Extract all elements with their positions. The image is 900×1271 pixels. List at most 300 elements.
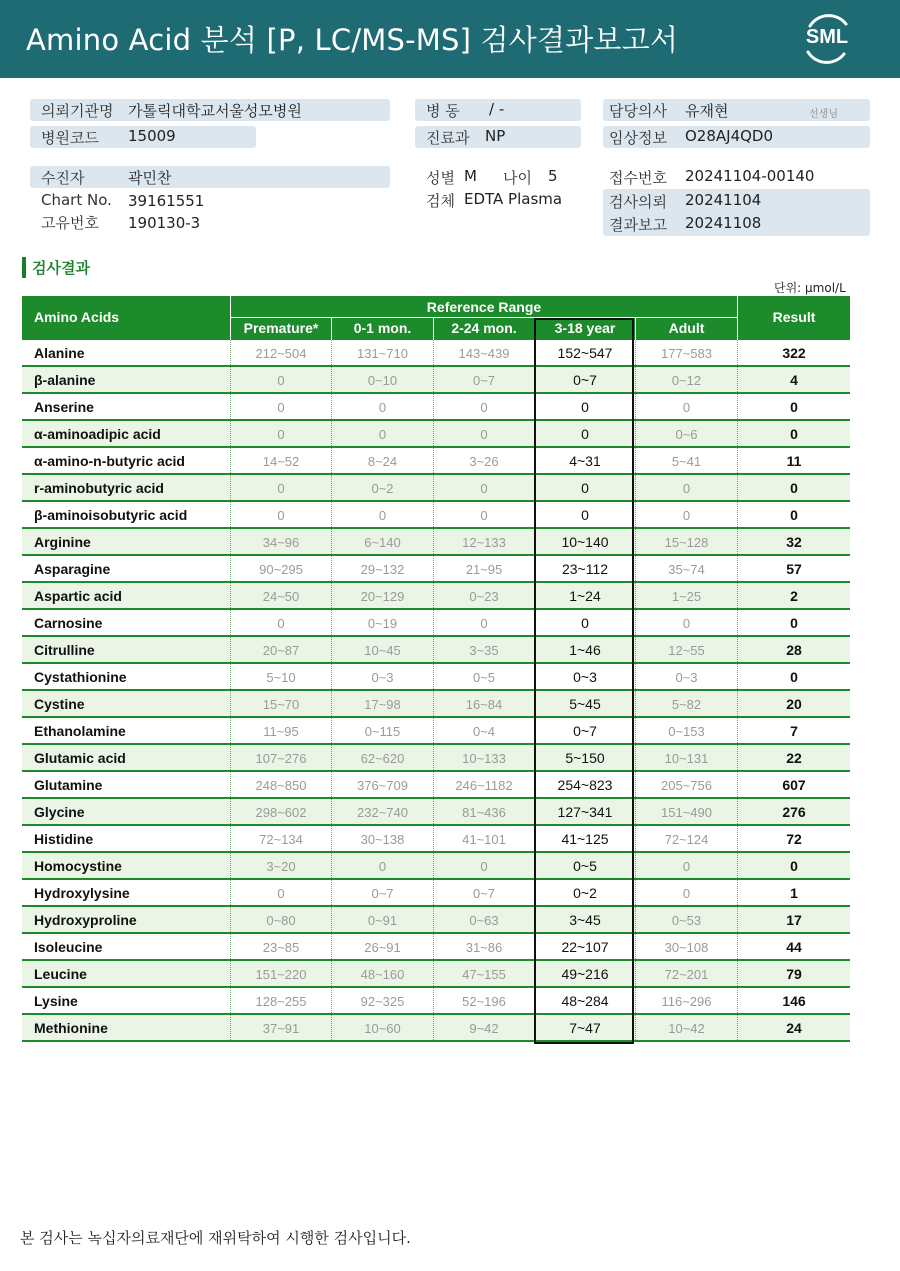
- amino-acid-name: Carnosine: [34, 615, 103, 631]
- result-value: 79: [786, 966, 802, 982]
- column-divider: [331, 448, 332, 473]
- doctor-label: 담당의사: [609, 102, 667, 120]
- premature-range: 20~87: [262, 643, 300, 658]
- column-divider: [737, 826, 738, 851]
- header-divider: [635, 317, 636, 340]
- result-value: 607: [782, 777, 806, 793]
- column-divider: [433, 880, 434, 905]
- result-value: 28: [786, 642, 802, 658]
- 0-1-mon-range: 0: [378, 508, 387, 523]
- column-divider: [331, 799, 332, 824]
- column-divider: [635, 664, 636, 689]
- header-reference-range: Reference Range: [426, 299, 542, 315]
- column-divider: [433, 610, 434, 635]
- column-divider: [635, 637, 636, 662]
- column-divider: [635, 1015, 636, 1040]
- 2-24-mon-range: 21~95: [465, 562, 503, 577]
- column-divider: [737, 934, 738, 959]
- result-value: 1: [790, 885, 798, 901]
- column-divider: [737, 340, 738, 365]
- header-divider: [737, 296, 738, 340]
- 3-18-year-range: 7~47: [569, 1020, 601, 1036]
- column-divider: [230, 988, 231, 1013]
- adult-range: 0~12: [671, 373, 702, 388]
- result-value: 0: [790, 426, 798, 442]
- premature-range: 0: [277, 508, 285, 523]
- premature-range: 15~70: [262, 697, 300, 712]
- column-divider: [433, 340, 434, 365]
- adult-range: 0~6: [675, 427, 698, 442]
- section-marker: [22, 257, 26, 278]
- 0-1-mon-range: 0~19: [367, 616, 398, 631]
- report-date-label: 결과보고: [609, 216, 667, 234]
- column-divider: [331, 475, 332, 500]
- column-divider: [433, 475, 434, 500]
- premature-range: 14~52: [262, 454, 300, 469]
- amino-acid-name: α-amino-n-butyric acid: [34, 453, 185, 469]
- column-divider: [737, 394, 738, 419]
- 2-24-mon-range: 9~42: [469, 1021, 499, 1036]
- 3-18-year-range: 0: [581, 507, 589, 523]
- 0-1-mon-range: 26~91: [364, 940, 401, 955]
- column-divider: [635, 853, 636, 878]
- column-divider: [230, 772, 231, 797]
- amino-acid-name: β-aminoisobutyric acid: [34, 507, 188, 523]
- table-row: [22, 421, 850, 448]
- 0-1-mon-range: 0~7: [371, 886, 394, 901]
- result-value: 72: [786, 831, 802, 847]
- premature-range: 107~276: [255, 751, 307, 766]
- adult-range: 0~53: [671, 913, 702, 928]
- receipt-no-value: 20241104-00140: [685, 167, 815, 185]
- 2-24-mon-range: 81~436: [462, 805, 506, 820]
- results-table-body: [22, 340, 850, 1042]
- premature-range: 128~255: [255, 994, 307, 1009]
- amino-acid-name: Glycine: [34, 804, 85, 820]
- header-divider: [433, 317, 434, 340]
- 2-24-mon-range: 10~133: [462, 751, 506, 766]
- column-divider: [433, 556, 434, 581]
- adult-range: 35~74: [668, 562, 705, 577]
- patient-label: 수진자: [41, 169, 85, 187]
- column-divider: [331, 745, 332, 770]
- column-divider: [737, 421, 738, 446]
- column-divider: [433, 394, 434, 419]
- column-divider: [230, 610, 231, 635]
- table-row: [22, 691, 850, 718]
- table-row: [22, 745, 850, 772]
- column-divider: [635, 556, 636, 581]
- column-divider: [331, 502, 332, 527]
- column-divider: [230, 664, 231, 689]
- column-divider: [331, 1015, 332, 1040]
- premature-range: 151~220: [255, 967, 307, 982]
- amino-acid-name: α-aminoadipic acid: [34, 426, 161, 442]
- 2-24-mon-range: 31~86: [465, 940, 503, 955]
- receipt-no-label: 접수번호: [609, 169, 667, 187]
- 0-1-mon-range: 6~140: [364, 535, 401, 550]
- adult-range: 0: [682, 481, 691, 496]
- 2-24-mon-range: 0~4: [472, 724, 496, 739]
- hospital-code-value: 15009: [128, 127, 176, 145]
- column-divider: [433, 772, 434, 797]
- chart-no-label: Chart No.: [41, 191, 112, 209]
- adult-range: 15~128: [664, 535, 709, 550]
- request-date-label: 검사의뢰: [609, 193, 667, 211]
- section-title: 검사결과: [32, 259, 90, 277]
- 3-18-year-range: 0: [581, 615, 589, 631]
- 0-1-mon-range: 0~2: [371, 481, 394, 496]
- column-divider: [433, 367, 434, 392]
- department-label: 진료과: [426, 129, 470, 147]
- report-date-value: 20241108: [685, 214, 762, 232]
- age-group-highlight: [534, 318, 634, 1044]
- column-divider: [737, 718, 738, 743]
- amino-acid-name: Cystathionine: [34, 669, 127, 685]
- 2-24-mon-range: 0: [480, 859, 488, 874]
- 3-18-year-range: 0: [581, 480, 589, 496]
- column-divider: [230, 394, 231, 419]
- result-value: 20: [786, 696, 802, 712]
- result-value: 32: [786, 534, 802, 550]
- table-row: [22, 772, 850, 799]
- adult-range: 72~201: [664, 967, 709, 982]
- premature-range: 0: [277, 427, 285, 442]
- column-divider: [433, 502, 434, 527]
- adult-range: 5~41: [671, 454, 702, 469]
- header-3-18-year: 3-18 year: [554, 320, 616, 336]
- chart-no-value: 39161551: [128, 192, 205, 210]
- table-row: [22, 880, 850, 907]
- 3-18-year-range: 152~547: [557, 345, 613, 361]
- 3-18-year-range: 0~3: [573, 669, 597, 685]
- premature-range: 34~96: [262, 535, 300, 550]
- adult-range: 151~490: [661, 805, 712, 820]
- premature-range: 0: [277, 616, 285, 631]
- premature-range: 0: [277, 373, 285, 388]
- 3-18-year-range: 23~112: [561, 561, 609, 577]
- result-value: 22: [786, 750, 802, 766]
- adult-range: 0: [682, 400, 691, 415]
- premature-range: 11~95: [263, 724, 299, 739]
- amino-acid-name: Histidine: [34, 831, 94, 847]
- table-row: [22, 907, 850, 934]
- column-divider: [737, 691, 738, 716]
- column-divider: [331, 340, 332, 365]
- amino-acid-name: β-alanine: [34, 372, 96, 388]
- table-row: [22, 664, 850, 691]
- 0-1-mon-range: 30~138: [360, 832, 405, 847]
- amino-acid-name: Homocystine: [34, 858, 122, 874]
- column-divider: [737, 448, 738, 473]
- 3-18-year-range: 0~7: [573, 723, 597, 739]
- 0-1-mon-range: 0~10: [367, 373, 398, 388]
- patient-value: 곽민찬: [128, 169, 172, 187]
- column-divider: [635, 718, 636, 743]
- specimen-value: EDTA Plasma: [464, 190, 563, 208]
- unique-no-label: 고유번호: [41, 214, 99, 232]
- column-divider: [331, 421, 332, 446]
- amino-acid-name: Methionine: [34, 1020, 108, 1036]
- column-divider: [433, 745, 434, 770]
- column-divider: [737, 1015, 738, 1040]
- specimen-label: 검체: [426, 192, 455, 210]
- 3-18-year-range: 254~823: [557, 777, 613, 793]
- column-divider: [635, 826, 636, 851]
- column-divider: [331, 880, 332, 905]
- 3-18-year-range: 41~125: [561, 831, 609, 847]
- 0-1-mon-range: 92~325: [360, 994, 405, 1009]
- report-header: [0, 0, 900, 78]
- 0-1-mon-range: 20~129: [360, 589, 405, 604]
- column-divider: [433, 826, 434, 851]
- adult-range: 72~124: [664, 832, 709, 847]
- table-row: [22, 583, 850, 610]
- column-divider: [331, 826, 332, 851]
- 0-1-mon-range: 376~709: [357, 778, 408, 793]
- column-divider: [331, 988, 332, 1013]
- column-divider: [230, 934, 231, 959]
- 0-1-mon-range: 0~3: [371, 670, 394, 685]
- column-divider: [331, 394, 332, 419]
- column-divider: [433, 691, 434, 716]
- column-divider: [737, 853, 738, 878]
- adult-range: 0: [682, 886, 691, 901]
- premature-range: 0: [277, 886, 285, 901]
- column-divider: [737, 475, 738, 500]
- 0-1-mon-range: 0: [378, 400, 387, 415]
- request-date-value: 20241104: [685, 191, 762, 209]
- column-divider: [635, 502, 636, 527]
- column-divider: [737, 502, 738, 527]
- column-divider: [635, 421, 636, 446]
- column-divider: [737, 880, 738, 905]
- header-adult: Adult: [668, 320, 705, 336]
- column-divider: [230, 718, 231, 743]
- 2-24-mon-range: 0: [480, 481, 488, 496]
- column-divider: [331, 664, 332, 689]
- header-2-24-mon: 2-24 mon.: [451, 320, 517, 336]
- column-divider: [331, 853, 332, 878]
- table-row: [22, 340, 850, 367]
- 3-18-year-range: 4~31: [569, 453, 601, 469]
- 3-18-year-range: 1~24: [569, 588, 601, 604]
- table-row: [22, 934, 850, 961]
- column-divider: [635, 745, 636, 770]
- result-value: 146: [782, 993, 806, 1009]
- amino-acid-name: Anserine: [34, 399, 94, 415]
- sml-logo: [800, 12, 854, 66]
- column-divider: [635, 610, 636, 635]
- amino-acid-name: Ethanolamine: [34, 723, 126, 739]
- table-row: [22, 610, 850, 637]
- 2-24-mon-range: 0~23: [469, 589, 499, 604]
- adult-range: 205~756: [661, 778, 712, 793]
- 2-24-mon-range: 0: [480, 427, 488, 442]
- 0-1-mon-range: 0~115: [364, 724, 401, 739]
- table-row: [22, 799, 850, 826]
- column-divider: [230, 1015, 231, 1040]
- column-divider: [230, 448, 231, 473]
- adult-range: 0~153: [668, 724, 705, 739]
- column-divider: [331, 529, 332, 554]
- premature-range: 212~504: [255, 346, 307, 361]
- premature-range: 37~91: [262, 1021, 300, 1036]
- 3-18-year-range: 1~46: [569, 642, 601, 658]
- column-divider: [737, 529, 738, 554]
- amino-acid-name: Glutamine: [34, 777, 103, 793]
- 2-24-mon-range: 3~26: [469, 454, 499, 469]
- 2-24-mon-range: 41~101: [462, 832, 506, 847]
- column-divider: [433, 853, 434, 878]
- column-divider: [737, 907, 738, 932]
- column-divider: [230, 637, 231, 662]
- amino-acid-name: Hydroxyproline: [34, 912, 137, 928]
- table-row: [22, 718, 850, 745]
- premature-range: 298~602: [255, 805, 307, 820]
- column-divider: [230, 340, 231, 365]
- result-value: 0: [790, 858, 798, 874]
- adult-range: 10~131: [664, 751, 709, 766]
- result-value: 0: [790, 615, 798, 631]
- result-value: 0: [790, 669, 798, 685]
- 0-1-mon-range: 48~160: [360, 967, 405, 982]
- 3-18-year-range: 5~45: [569, 696, 601, 712]
- unique-no-value: 190130-3: [128, 214, 201, 232]
- premature-range: 3~20: [266, 859, 296, 874]
- ward-value: / -: [489, 100, 505, 118]
- 0-1-mon-range: 0~91: [367, 913, 398, 928]
- 2-24-mon-range: 0: [480, 400, 488, 415]
- amino-acid-name: Glutamic acid: [34, 750, 126, 766]
- report-title: Amino Acid 분석 [P, LC/MS-MS] 검사결과보고서: [26, 23, 679, 57]
- column-divider: [230, 475, 231, 500]
- column-divider: [433, 664, 434, 689]
- 2-24-mon-range: 0: [480, 508, 488, 523]
- 3-18-year-range: 5~150: [565, 750, 605, 766]
- table-row: [22, 529, 850, 556]
- result-value: 0: [790, 480, 798, 496]
- ward-label: 병 동: [426, 102, 460, 120]
- column-divider: [230, 421, 231, 446]
- column-divider: [230, 961, 231, 986]
- 3-18-year-range: 0: [581, 399, 589, 415]
- 2-24-mon-range: 0~5: [472, 670, 496, 685]
- amino-acid-name: Hydroxylysine: [34, 885, 130, 901]
- 3-18-year-range: 0~7: [573, 372, 597, 388]
- column-divider: [635, 961, 636, 986]
- 0-1-mon-range: 17~98: [364, 697, 401, 712]
- unit-label: 단위: μmol/L: [774, 281, 846, 295]
- result-value: 57: [786, 561, 802, 577]
- clinical-info-value: O28AJ4QD0: [685, 127, 774, 145]
- 0-1-mon-range: 62~620: [360, 751, 405, 766]
- result-value: 17: [786, 912, 802, 928]
- column-divider: [737, 799, 738, 824]
- column-divider: [635, 880, 636, 905]
- amino-acid-name: Aspartic acid: [34, 588, 122, 604]
- table-row: [22, 367, 850, 394]
- adult-range: 0~3: [675, 670, 698, 685]
- doctor-value: 유재현: [685, 102, 729, 120]
- amino-acid-name: Alanine: [34, 345, 85, 361]
- column-divider: [433, 934, 434, 959]
- adult-range: 1~25: [671, 589, 702, 604]
- 2-24-mon-range: 246~1182: [455, 778, 513, 793]
- column-divider: [737, 610, 738, 635]
- premature-range: 0~80: [266, 913, 296, 928]
- column-divider: [331, 556, 332, 581]
- column-divider: [635, 772, 636, 797]
- column-divider: [331, 691, 332, 716]
- 3-18-year-range: 0: [581, 426, 589, 442]
- column-divider: [635, 988, 636, 1013]
- column-divider: [433, 961, 434, 986]
- amino-acid-name: Citrulline: [34, 642, 95, 658]
- column-divider: [433, 799, 434, 824]
- premature-range: 0: [277, 400, 285, 415]
- column-divider: [737, 961, 738, 986]
- column-divider: [635, 340, 636, 365]
- column-divider: [737, 556, 738, 581]
- table-row: [22, 394, 850, 421]
- 3-18-year-range: 0~5: [573, 858, 597, 874]
- amino-acid-name: Isoleucine: [34, 939, 103, 955]
- column-divider: [230, 907, 231, 932]
- table-row: [22, 853, 850, 880]
- column-divider: [433, 583, 434, 608]
- column-divider: [230, 880, 231, 905]
- 3-18-year-range: 127~341: [557, 804, 613, 820]
- 0-1-mon-range: 232~740: [357, 805, 408, 820]
- column-divider: [230, 826, 231, 851]
- 2-24-mon-range: 0: [480, 616, 488, 631]
- column-divider: [230, 853, 231, 878]
- department-value: NP: [485, 127, 506, 145]
- sex-label: 성별: [426, 169, 455, 187]
- column-divider: [433, 421, 434, 446]
- header-divider: [230, 296, 231, 340]
- result-value: 0: [790, 399, 798, 415]
- premature-range: 23~85: [262, 940, 300, 955]
- column-divider: [737, 637, 738, 662]
- adult-range: 116~296: [661, 994, 712, 1009]
- column-divider: [230, 556, 231, 581]
- table-row: [22, 502, 850, 529]
- 0-1-mon-range: 8~24: [367, 454, 398, 469]
- amino-acid-name: Leucine: [34, 966, 87, 982]
- 2-24-mon-range: 3~35: [469, 643, 499, 658]
- header-premature: Premature*: [243, 320, 319, 336]
- column-divider: [433, 718, 434, 743]
- 2-24-mon-range: 16~84: [465, 697, 503, 712]
- column-divider: [737, 772, 738, 797]
- result-value: 276: [782, 804, 806, 820]
- column-divider: [737, 745, 738, 770]
- column-divider: [635, 475, 636, 500]
- sex-value: M: [464, 167, 477, 185]
- column-divider: [331, 907, 332, 932]
- column-divider: [331, 367, 332, 392]
- column-divider: [230, 529, 231, 554]
- column-divider: [331, 637, 332, 662]
- column-divider: [433, 988, 434, 1013]
- 2-24-mon-range: 0~7: [472, 373, 496, 388]
- column-divider: [331, 934, 332, 959]
- table-row: [22, 988, 850, 1015]
- table-row: [22, 556, 850, 583]
- table-row: [22, 448, 850, 475]
